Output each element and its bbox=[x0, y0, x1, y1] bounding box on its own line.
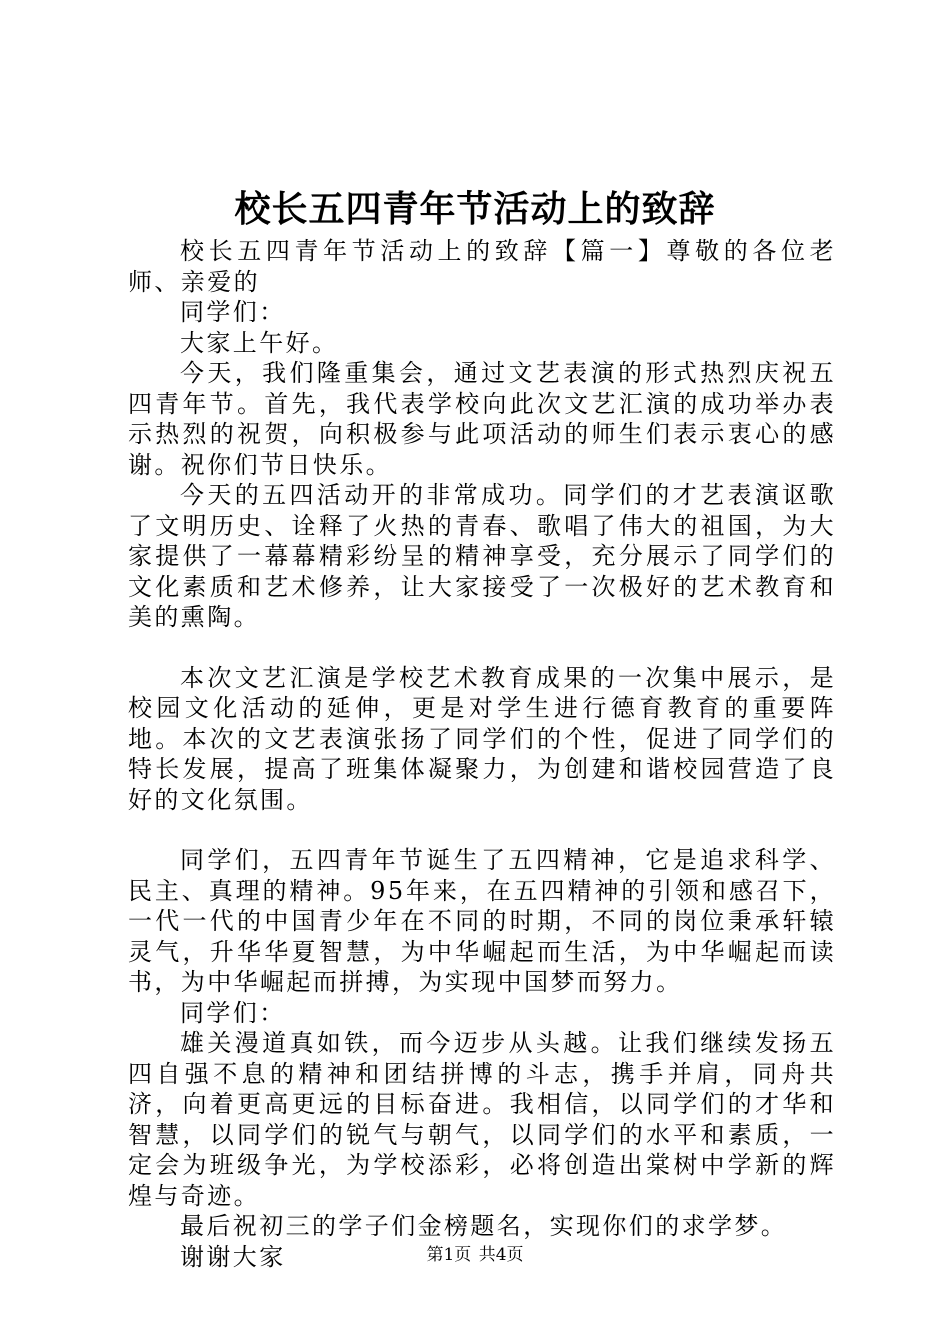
page-number-current: 第1页 bbox=[426, 1245, 472, 1265]
paragraph-today: 今天，我们隆重集会，通过文艺表演的形式热烈庆祝五四青年节。首先，我代表学校向此次文艺汇演的成功举办表示热烈的祝贺，向积极参与此项活动的师生们表示衷心的感谢。祝你们节日快乐。 bbox=[128, 359, 836, 479]
paragraph-encourage: 雄关漫道真如铁，而今迈步从头越。让我们继续发扬五四自强不息的精神和团结拼博的斗志，携手并肩，同舟共济，向着更高更远的目标奋进。我相信，以同学们的才华和智慧，以同学们的锐气与朝气，以同学们的水平和素质，一定会为班级争光，为学校添彩，必将创造出棠树中学新的辉煌与奇迹。 bbox=[128, 1029, 836, 1210]
paragraph-showcase: 本次文艺汇演是学校艺术教育成果的一次集中展示，是校园文化活动的延伸，更是对学生进行德育教育的重要阵地。本次的文艺表演张扬了同学们的个性，促进了同学们的特长发展，提高了班集体凝聚力，为创建和谐校园营造了良好的文化氛围。 bbox=[128, 663, 836, 814]
paragraph-greeting: 大家上午好。 bbox=[180, 328, 339, 357]
document-body bbox=[128, 236, 836, 1272]
paragraph-wish: 最后祝初三的学子们金榜题名，实现你们的求学梦。 bbox=[180, 1212, 788, 1240]
paragraph-salutation: 同学们： bbox=[180, 298, 286, 326]
paragraph-thanks: 谢谢大家 bbox=[180, 1242, 286, 1271]
paragraph-intro: 校长五四青年节活动上的致辞【篇一】尊敬的各位老师、亲爱的 bbox=[128, 237, 836, 296]
page-number-total: 共4页 bbox=[478, 1245, 524, 1265]
document-title: 校长五四青年节活动上的致辞 bbox=[234, 188, 716, 230]
paragraph-salutation-2: 同学们： bbox=[180, 998, 286, 1027]
page-footer bbox=[0, 1244, 950, 1266]
paragraph-success: 今天的五四活动开的非常成功。同学们的才艺表演讴歌了文明历史、诠释了火热的青春、歌唱了伟大的祖国，为大家提供了一幕幕精彩纷呈的精神享受，充分展示了同学们的文化素质和艺术修养，让大家接受了一次极好的艺术教育和美的熏陶。 bbox=[128, 481, 836, 631]
paragraph-spirit: 同学们，五四青年节诞生了五四精神，它是追求科学、民主、真理的精神。95年来，在五四精神的引领和感召下，一代一代的中国青少年在不同的时期，不同的岗位秉承轩辕灵气，升华华夏智慧，为中华崛起而生活，为中华崛起而读书，为中华崛起而拼搏，为实现中国梦而努力。 bbox=[128, 846, 836, 996]
